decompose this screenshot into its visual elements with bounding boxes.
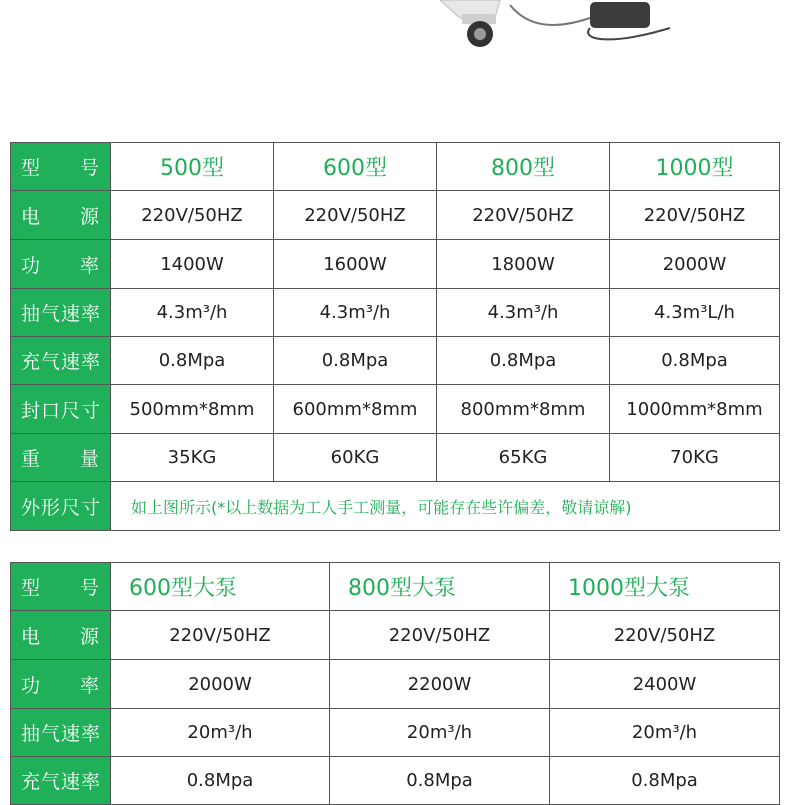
row-label bbox=[11, 240, 111, 289]
row-label-text: 率 bbox=[79, 254, 100, 277]
table-cell: 220V/50HZ bbox=[550, 611, 780, 660]
model-header-cell: 1000型 bbox=[610, 143, 780, 191]
table-cell: 0.8Mpa bbox=[111, 757, 330, 805]
row-label-text: 功 bbox=[21, 674, 42, 697]
row-label-text: 源 bbox=[79, 205, 100, 228]
row-label bbox=[11, 757, 111, 805]
table-row bbox=[11, 563, 780, 611]
row-label bbox=[11, 482, 111, 531]
row-label-text: 型 bbox=[21, 577, 42, 599]
row-label bbox=[11, 611, 111, 660]
table-cell: 0.8Mpa bbox=[610, 337, 780, 385]
table-cell: 220V/50HZ bbox=[274, 191, 437, 240]
row-label-text: 源 bbox=[79, 625, 100, 648]
row-label bbox=[11, 191, 111, 240]
table-row bbox=[11, 757, 780, 805]
row-label-text: 封口尺寸 bbox=[21, 399, 102, 422]
table-cell: 500mm*8mm bbox=[111, 385, 274, 434]
row-label-text: 重 bbox=[21, 448, 42, 470]
table-cell: 2000W bbox=[111, 660, 330, 709]
model-header-cell: 1000型大泵 bbox=[550, 563, 780, 611]
row-label bbox=[11, 563, 111, 611]
table-cell: 20m³/h bbox=[330, 709, 550, 757]
row-label bbox=[11, 709, 111, 757]
table-cell: 0.8Mpa bbox=[274, 337, 437, 385]
row-label-text: 电 bbox=[21, 205, 42, 228]
table-row bbox=[11, 289, 780, 337]
table-row bbox=[11, 240, 780, 289]
table-row bbox=[11, 434, 780, 482]
model-header-cell: 600型大泵 bbox=[111, 563, 330, 611]
row-label-text: 号 bbox=[79, 157, 100, 179]
row-label bbox=[11, 660, 111, 709]
table-cell: 220V/50HZ bbox=[111, 191, 274, 240]
row-label-text: 型 bbox=[21, 157, 42, 179]
table-row bbox=[11, 385, 780, 434]
row-label-text: 电 bbox=[21, 625, 42, 648]
table-cell: 0.8Mpa bbox=[550, 757, 780, 805]
row-label-text: 充气速率 bbox=[21, 351, 102, 373]
table-cell: 4.3m³/h bbox=[274, 289, 437, 337]
spec-table-2 bbox=[10, 562, 780, 805]
product-photo bbox=[440, 0, 680, 50]
table-cell: 70KG bbox=[610, 434, 780, 482]
row-label-text: 功 bbox=[21, 254, 42, 277]
table-cell: 2400W bbox=[550, 660, 780, 709]
table-cell: 220V/50HZ bbox=[610, 191, 780, 240]
table-cell: 60KG bbox=[274, 434, 437, 482]
table-cell: 1000mm*8mm bbox=[610, 385, 780, 434]
table-cell: 4.3m³/h bbox=[111, 289, 274, 337]
row-label-text: 率 bbox=[79, 674, 100, 697]
table-row bbox=[11, 482, 780, 531]
model-header-cell: 600型 bbox=[274, 143, 437, 191]
row-label-text: 充气速率 bbox=[21, 771, 102, 793]
table-row bbox=[11, 143, 780, 191]
table-cell: 0.8Mpa bbox=[111, 337, 274, 385]
row-label bbox=[11, 434, 111, 482]
table-cell: 4.3m³L/h bbox=[610, 289, 780, 337]
table-cell: 1400W bbox=[111, 240, 274, 289]
row-label bbox=[11, 337, 111, 385]
table-cell: 2200W bbox=[330, 660, 550, 709]
table-row bbox=[11, 709, 780, 757]
table-row bbox=[11, 337, 780, 385]
table-cell: 1800W bbox=[437, 240, 610, 289]
table-cell: 600mm*8mm bbox=[274, 385, 437, 434]
table-cell: 20m³/h bbox=[111, 709, 330, 757]
model-header-cell: 800型大泵 bbox=[330, 563, 550, 611]
row-label-text: 外形尺寸 bbox=[21, 496, 102, 519]
table-cell: 800mm*8mm bbox=[437, 385, 610, 434]
table-cell: 65KG bbox=[437, 434, 610, 482]
table-cell: 220V/50HZ bbox=[111, 611, 330, 660]
dimension-note: 如上图所示(*以上数据为工人手工测量，可能存在些许偏差，敬请谅解) bbox=[111, 482, 780, 531]
table-row bbox=[11, 611, 780, 660]
row-label-text: 抽气速率 bbox=[21, 303, 102, 325]
row-label bbox=[11, 143, 111, 191]
table-cell: 0.8Mpa bbox=[437, 337, 610, 385]
table-cell: 1600W bbox=[274, 240, 437, 289]
table-row bbox=[11, 191, 780, 240]
table-cell: 2000W bbox=[610, 240, 780, 289]
row-label-text: 号 bbox=[79, 577, 100, 599]
spec-table-1 bbox=[10, 142, 780, 531]
table-cell: 4.3m³/h bbox=[437, 289, 610, 337]
table-cell: 220V/50HZ bbox=[437, 191, 610, 240]
row-label bbox=[11, 289, 111, 337]
model-header-cell: 800型 bbox=[437, 143, 610, 191]
row-label-text: 量 bbox=[79, 448, 100, 470]
table-cell: 20m³/h bbox=[550, 709, 780, 757]
model-header-cell: 500型 bbox=[111, 143, 274, 191]
table-row bbox=[11, 660, 780, 709]
table-cell: 220V/50HZ bbox=[330, 611, 550, 660]
row-label-text: 抽气速率 bbox=[21, 723, 102, 745]
row-label bbox=[11, 385, 111, 434]
table-cell: 0.8Mpa bbox=[330, 757, 550, 805]
table-cell: 35KG bbox=[111, 434, 274, 482]
